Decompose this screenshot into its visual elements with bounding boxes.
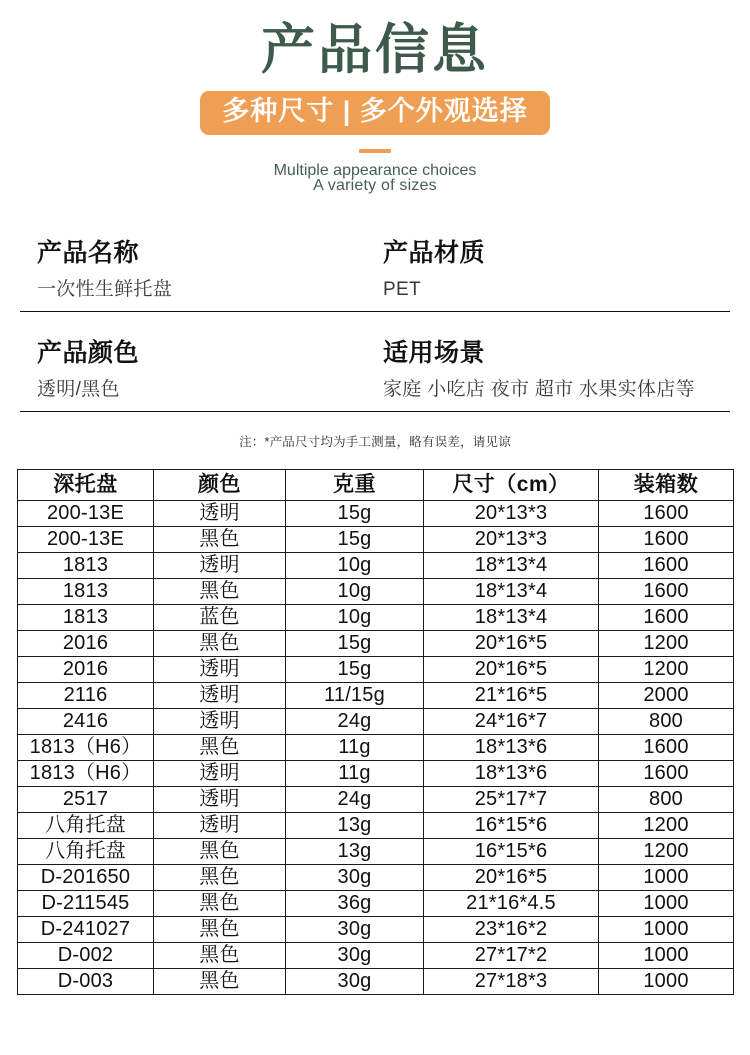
table-cell: 1200 — [599, 656, 734, 682]
table-cell: 1000 — [599, 942, 734, 968]
measurement-note: 注：*产品尺寸均为手工测量，略有误差，请见谅 — [239, 434, 511, 449]
table-cell: 1600 — [599, 500, 734, 526]
table-cell: 透明 — [154, 656, 286, 682]
table-body — [18, 500, 734, 994]
table-cell: 10g — [286, 552, 424, 578]
accent-divider — [359, 149, 391, 153]
table-cell: 黑色 — [154, 838, 286, 864]
table-cell: 11/15g — [286, 682, 424, 708]
table-cell: 25*17*7 — [424, 786, 599, 812]
spec-value: 家庭 小吃店 夜市 超市 水果实体店等 — [383, 379, 695, 401]
table-cell: 2116 — [18, 682, 154, 708]
table-header-row — [18, 469, 734, 500]
table-cell: 21*16*5 — [424, 682, 599, 708]
table-cell: 13g — [286, 838, 424, 864]
table-cell: 15g — [286, 526, 424, 552]
table-cell: 15g — [286, 630, 424, 656]
table-cell: 24g — [286, 786, 424, 812]
table-column-header: 颜色 — [154, 469, 286, 500]
table-cell: 黑色 — [154, 942, 286, 968]
table-cell: 18*13*6 — [424, 760, 599, 786]
table-cell: 黑色 — [154, 526, 286, 552]
spec-row — [20, 238, 730, 312]
table-cell: 1200 — [599, 630, 734, 656]
table-cell: 15g — [286, 656, 424, 682]
table-row — [18, 786, 734, 812]
table-cell: 1000 — [599, 916, 734, 942]
table-cell: D-201650 — [18, 864, 154, 890]
table-cell: 黑色 — [154, 734, 286, 760]
table-cell: 1600 — [599, 604, 734, 630]
table-cell: 1813（H6） — [18, 734, 154, 760]
table-cell: 透明 — [154, 500, 286, 526]
table-cell: 23*16*2 — [424, 916, 599, 942]
spec-label: 产品材质 — [383, 238, 486, 267]
specification-list — [20, 238, 730, 412]
table-cell: 800 — [599, 708, 734, 734]
table-cell: 黑色 — [154, 630, 286, 656]
table-cell: 10g — [286, 578, 424, 604]
table-cell: 16*15*6 — [424, 838, 599, 864]
table-cell: 1813 — [18, 552, 154, 578]
table-cell: 27*18*3 — [424, 968, 599, 994]
table-row — [18, 916, 734, 942]
table-cell: 18*13*4 — [424, 578, 599, 604]
spec-item-color — [20, 338, 375, 403]
table-cell: 36g — [286, 890, 424, 916]
spec-label: 产品名称 — [37, 238, 140, 267]
table-row — [18, 760, 734, 786]
table-cell: D-003 — [18, 968, 154, 994]
english-subtitle — [0, 163, 750, 194]
table-cell: 透明 — [154, 552, 286, 578]
page-header — [0, 0, 750, 194]
table-row — [18, 526, 734, 552]
table-cell: 30g — [286, 864, 424, 890]
table-cell: 24g — [286, 708, 424, 734]
table-cell: 200-13E — [18, 500, 154, 526]
table-cell: D-211545 — [18, 890, 154, 916]
table-row — [18, 708, 734, 734]
size-table — [17, 469, 734, 995]
table-cell: 20*13*3 — [424, 526, 599, 552]
table-cell: 透明 — [154, 812, 286, 838]
table-column-header: 装箱数 — [599, 469, 734, 500]
table-cell: 15g — [286, 500, 424, 526]
table-cell: 黑色 — [154, 968, 286, 994]
table-cell: 2016 — [18, 630, 154, 656]
table-row — [18, 890, 734, 916]
table-cell: 1600 — [599, 760, 734, 786]
table-row — [18, 734, 734, 760]
table-cell: 2016 — [18, 656, 154, 682]
table-cell: 800 — [599, 786, 734, 812]
table-cell: 20*16*5 — [424, 656, 599, 682]
table-cell: 黑色 — [154, 578, 286, 604]
table-cell: 2000 — [599, 682, 734, 708]
english-subtitle-line1: Multiple appearance choices — [273, 161, 477, 179]
spec-item-scenario — [375, 338, 730, 403]
table-row — [18, 656, 734, 682]
table-cell: 黑色 — [154, 916, 286, 942]
badge-container — [0, 91, 750, 135]
table-cell: 27*17*2 — [424, 942, 599, 968]
spec-label: 适用场景 — [383, 338, 486, 367]
table-cell: 黑色 — [154, 890, 286, 916]
table-cell: D-241027 — [18, 916, 154, 942]
table-row — [18, 942, 734, 968]
table-cell: 1813 — [18, 604, 154, 630]
table-cell: 13g — [286, 812, 424, 838]
table-row — [18, 630, 734, 656]
table-cell: 10g — [286, 604, 424, 630]
table-cell: 2416 — [18, 708, 154, 734]
table-cell: 八角托盘 — [18, 838, 154, 864]
table-cell: D-002 — [18, 942, 154, 968]
table-cell: 24*16*7 — [424, 708, 599, 734]
table-row — [18, 604, 734, 630]
table-cell: 八角托盘 — [18, 812, 154, 838]
table-column-header: 尺寸（cm） — [424, 469, 599, 500]
table-cell: 200-13E — [18, 526, 154, 552]
spec-value: 透明/黑色 — [37, 379, 120, 401]
table-row — [18, 500, 734, 526]
spec-row — [20, 338, 730, 412]
table-cell: 1600 — [599, 552, 734, 578]
table-cell: 18*13*6 — [424, 734, 599, 760]
table-row — [18, 682, 734, 708]
page-title: 产品信息 — [261, 20, 489, 80]
table-cell: 30g — [286, 968, 424, 994]
table-cell: 30g — [286, 942, 424, 968]
table-cell: 透明 — [154, 682, 286, 708]
table-cell: 21*16*4.5 — [424, 890, 599, 916]
table-cell: 1200 — [599, 838, 734, 864]
table-cell: 16*15*6 — [424, 812, 599, 838]
table-row — [18, 578, 734, 604]
table-row — [18, 864, 734, 890]
table-cell: 20*16*5 — [424, 864, 599, 890]
spec-item-material — [375, 238, 730, 303]
english-subtitle-line2: A variety of sizes — [313, 177, 437, 195]
table-cell: 20*16*5 — [424, 630, 599, 656]
spec-label: 产品颜色 — [37, 338, 140, 367]
table-cell: 30g — [286, 916, 424, 942]
table-row — [18, 968, 734, 994]
table-cell: 1000 — [599, 864, 734, 890]
table-row — [18, 812, 734, 838]
table-header — [18, 469, 734, 500]
table-cell: 20*13*3 — [424, 500, 599, 526]
table-cell: 1000 — [599, 968, 734, 994]
table-row — [18, 552, 734, 578]
table-cell: 蓝色 — [154, 604, 286, 630]
table-cell: 透明 — [154, 760, 286, 786]
spec-value: PET — [383, 279, 421, 301]
table-cell: 1600 — [599, 734, 734, 760]
spec-item-product-name — [20, 238, 375, 303]
table-cell: 1813 — [18, 578, 154, 604]
table-cell: 1200 — [599, 812, 734, 838]
table-cell: 黑色 — [154, 864, 286, 890]
table-cell: 18*13*4 — [424, 552, 599, 578]
table-cell: 2517 — [18, 786, 154, 812]
table-cell: 1600 — [599, 526, 734, 552]
table-cell: 透明 — [154, 786, 286, 812]
table-cell: 11g — [286, 734, 424, 760]
table-cell: 透明 — [154, 708, 286, 734]
size-table-container — [17, 469, 732, 995]
spec-value: 一次性生鲜托盘 — [37, 279, 173, 301]
table-cell: 1813（H6） — [18, 760, 154, 786]
table-cell: 1000 — [599, 890, 734, 916]
table-cell: 18*13*4 — [424, 604, 599, 630]
table-column-header: 深托盘 — [18, 469, 154, 500]
table-row — [18, 838, 734, 864]
table-column-header: 克重 — [286, 469, 424, 500]
table-cell: 11g — [286, 760, 424, 786]
table-cell: 1600 — [599, 578, 734, 604]
subtitle-badge: 多种尺寸 | 多个外观选择 — [200, 91, 550, 135]
